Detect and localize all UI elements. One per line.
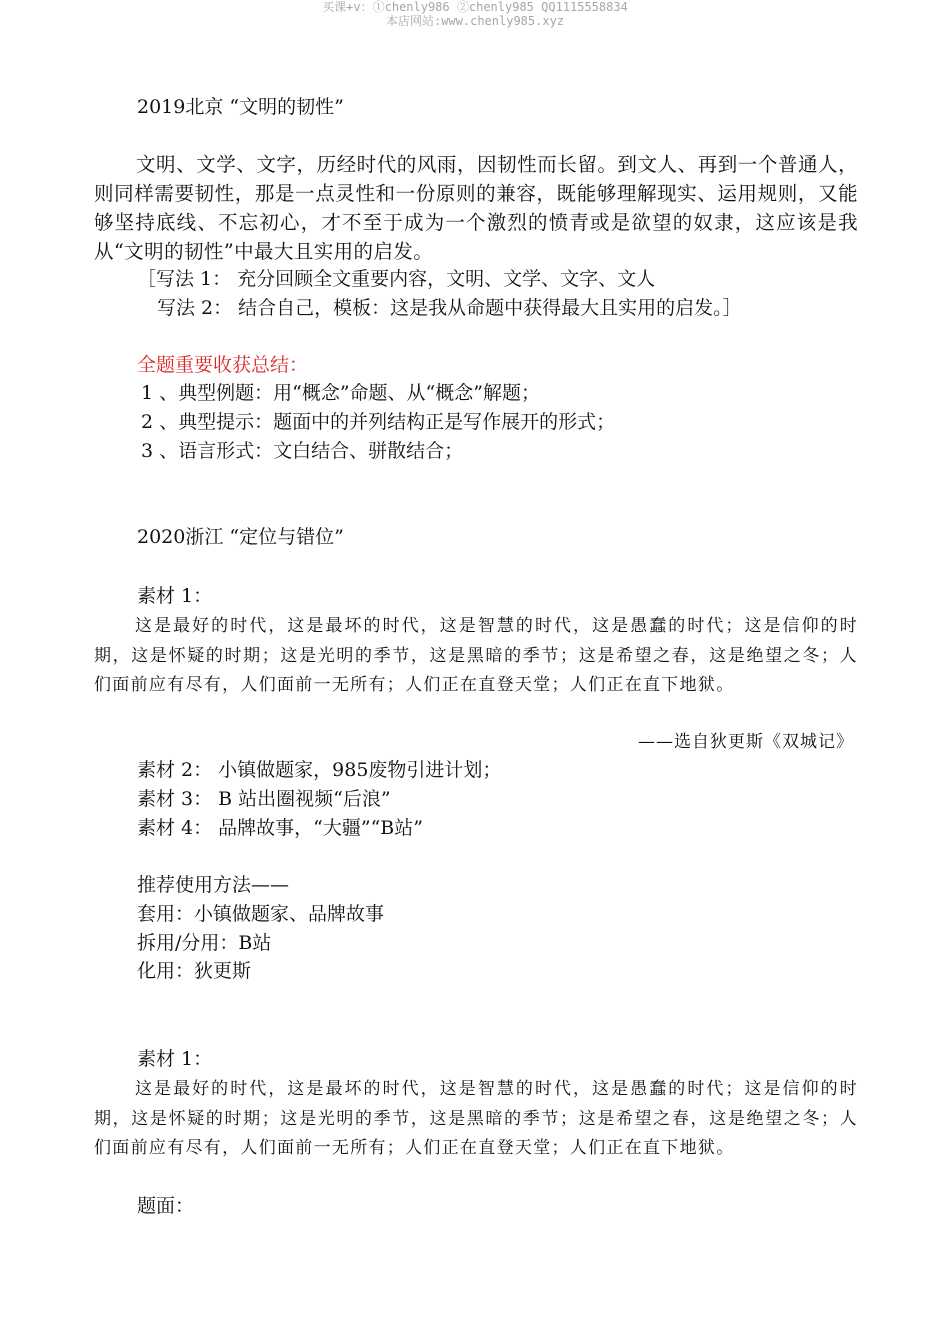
summary-title: 全题重要收获总结： [137,354,309,376]
section3-quote: 这是最好的时代，这是最坏的时代，这是智慧的时代，这是愚蠢的时代；这是信仰的时期，这是怀疑的时期；这是光明的季节，这是黑暗的季节；这是希望之春，这是绝望之冬；人们面前应有尽有，人们面前一无所有；人们正在直登天堂；人们正在直下地狱。 [94,1079,858,1158]
section2-heading: 2020浙江 “定位与错位” [137,526,344,548]
section2-material-2: 素材 2： 小镇做题家，985废物引进计划； [137,759,502,781]
section2-material-1-label: 素材 1： [137,585,213,607]
method-item: 化用：狄更斯 [137,960,252,982]
section3-prompt-label: 题面： [137,1195,195,1217]
summary-item: 3 、语言形式：文白结合、骈散结合； [141,440,464,462]
quote-source: ——选自狄更斯《双城记》 [638,732,854,752]
method-item: 套用：小镇做题家、品牌故事 [137,903,385,925]
summary-item: 1 、典型例题：用“概念”命题、从“概念”解题； [141,382,540,404]
section2-quote: 这是最好的时代，这是最坏的时代，这是智慧的时代，这是愚蠢的时代；这是信仰的时期，这是怀疑的时期；这是光明的季节，这是黑暗的季节；这是希望之春，这是绝望之冬；人们面前应有尽有，人们面前一无所有；人们正在直登天堂；人们正在直下地狱。 [94,616,858,695]
watermark-line-2: 本店网站:www.chenly985.xyz [385,14,565,28]
method-title: 推荐使用方法—— [137,874,290,896]
section3-material-1-label: 素材 1： [137,1048,213,1070]
section1-heading: 2019北京 “文明的韧性” [137,96,344,118]
section1-method-1: ［写法 1： 充分回顾全文重要内容，文明、文学、文字、文人 [137,268,656,290]
section1-paragraph: 文明、文学、文字，历经时代的风雨，因韧性而长留。到文人、再到一个普通人，则同样需要韧性，那是一点灵性和一份原则的兼容，既能够理解现实、运用规则，又能够坚持底线、不忘初心，才不至于成为一个激烈的愤青或是欲望的奴隶，这应该是我从“文明的韧性”中最大且实用的启发。 [94,153,858,263]
watermark-line-1: 买课+v：①chenly986 ②chenly985 QQ1115558834 [322,0,628,14]
section2-material-3: 素材 3： B 站出圈视频“后浪” [137,788,391,810]
summary-item: 2 、典型提示：题面中的并列结构正是写作展开的形式； [141,411,616,433]
section1-method-2: 写法 2： 结合自己，模板：这是我从命题中获得最大且实用的启发。］ [157,297,742,319]
method-item: 拆用/分用：B站 [137,932,272,954]
section2-material-4: 素材 4： 品牌故事，“大疆”“B站” [137,817,423,839]
